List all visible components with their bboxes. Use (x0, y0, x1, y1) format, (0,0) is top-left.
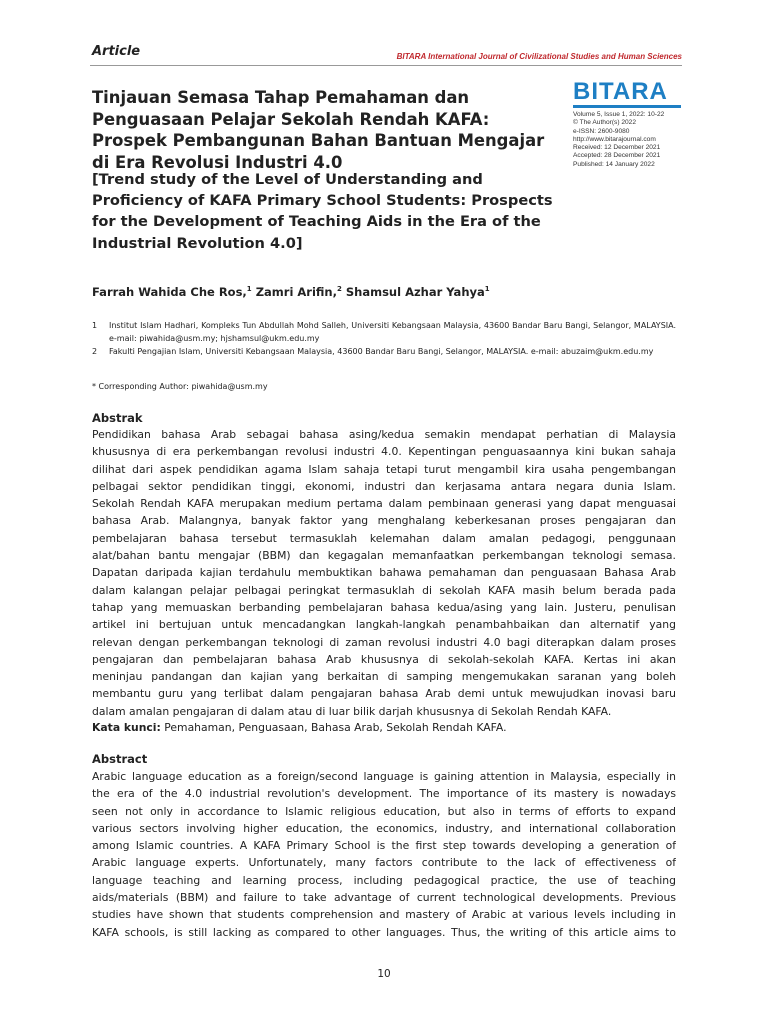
affiliation-number: 1 (92, 321, 98, 330)
abstrak-line: Dapatan daripada kajian terdahulu membuktikan bahawa pemahaman dan penguasaan Bahasa Arab (92, 566, 676, 580)
abstrak-line: artikel ini bertujuan untuk mencadangkan langkah-langkah penambahbaikan dan alternatif yang (92, 618, 676, 632)
abstrak-body (92, 426, 676, 720)
header-divider (90, 65, 682, 66)
author-list (92, 285, 692, 299)
title-english: [Trend study of the Level of Understanding and Proficiency of KAFA Primary School Students: Prospects for the Development of Teaching Aids in the Era of the Industrial Revolution 4.0] (92, 171, 553, 252)
abstract-line: among Islamic countries. A KAFA Primary School is the first step towards developing a generation of (92, 839, 676, 853)
abstrak-line: pelbagai sektor pendidikan tinggi, ekonomi, industri dan kerjasama antara negara dunia Islam. (92, 479, 676, 493)
abstrak-line: Pendidikan bahasa Arab sebagai bahasa asing/kedua semakin mendapat perhatian di Malaysia (92, 428, 676, 441)
affiliation-number: 2 (92, 347, 98, 356)
abstrak-line: pembelajaran bahasa tersebut termasuklah kelemahan dalam amalan pedagogi, penggunaan (92, 531, 676, 545)
abstract-line: seen not only in accordance to Islamic religious education, but also in terms of efforts to expand (92, 804, 676, 818)
abstrak-line: bahasa Arab. Malangnya, banyak faktor yang menghalang keberkesanan proses pengajaran dan (92, 514, 676, 528)
abstract-line: Arabic language education as a foreign/second language is gaining attention in Malaysia, especially in (92, 770, 676, 783)
journal-name: BITARA International Journal of Civilizational Studies and Human Sciences (396, 52, 682, 61)
abstrak-line: Sekolah Rendah KAFA merupakan medium pertama dalam pembinaan generasi yang dapat menguasai (92, 497, 676, 511)
affiliation-item (92, 346, 676, 359)
page-number: 10 (377, 968, 391, 980)
author-affiliation-mark: 2 (336, 285, 342, 293)
abstrak-line: khususnya di era perkembangan revolusi industri 4.0. Kepentingan penguasaannya kini bukan sahaja (92, 445, 676, 459)
abstrak-line: dilihat dari aspek pendidikan agama Islam sahaja tetapi turut mengambil kira usaha pengembangan (92, 462, 676, 476)
abstract-line: aids/materials (BBM) and failure to take advantage of current technological developments. Previous (92, 891, 676, 905)
bitara-logo: BITARA (573, 78, 668, 105)
article-type-label: Article (92, 44, 141, 59)
corresponding-author: * Corresponding Author: piwahida@usm.my (92, 382, 268, 391)
bitara-logo-underline (573, 105, 681, 108)
affiliation-text: Fakulti Pengajian Islam, Universiti Kebangsaan Malaysia, 43600 Bandar Baru Bangi, Selangor, MALAYSIA. e-mail: abuzaim@ukm.edu.my (109, 347, 654, 356)
abstract-line: various sectors involving higher education, the economics, industry, and international collaboration (92, 821, 676, 835)
abstract-line: language teaching and learning process, including pedagogical practice, the use of teaching (92, 873, 676, 887)
journal-url[interactable]: http://www.bitarajournal.com (573, 135, 656, 143)
affiliation-item (92, 320, 676, 346)
title-malay: Tinjauan Semasa Tahap Pemahaman dan Penguasaan Pelajar Sekolah Rendah KAFA: Prospek Pembangunan Bahan Bantuan Mengajar di Era Revolusi Industri 4.0 (92, 88, 545, 172)
publication-info (573, 111, 683, 169)
abstrak-line: dalam kalangan pelajar pelbagai peringkat termasuklah di sekolah KAFA masih belum berada pada (92, 583, 676, 597)
author-name: Zamri Arifin, (255, 285, 337, 299)
accepted-date: Accepted: 28 December 2021 (573, 152, 661, 160)
abstrak-line: pengajaran dan pembelajaran bahasa Arab khususnya di sekolah-sekolah KAFA. Kertas ini akan (92, 652, 676, 666)
abstract-line: the era of the 4.0 industrial revolution's development. The importance of its mastery is nowadays (92, 787, 676, 801)
abstrak-line: dalam amalan pengajaran di dalam atau di luar bilik darjah khususnya di Sekolah Rendah KAFA. (92, 704, 612, 718)
author-affiliation-mark: 1 (246, 285, 252, 293)
published-date: Published: 14 January 2022 (573, 160, 655, 168)
abstract-body (92, 768, 676, 941)
author-name: Farrah Wahida Che Ros, (92, 285, 247, 299)
author-affiliation-mark: 1 (484, 285, 490, 293)
abstrak-line: membantu guru yang terlibat dalam pengajaran bahasa Arab demi untuk mewujudkan inovasi baru (92, 687, 676, 701)
abstract-line: Arabic language experts. Unfortunately, many factors contribute to the lack of effectiveness of (92, 856, 676, 870)
received-date: Received: 12 December 2021 (573, 144, 661, 152)
copyright-info: © The Author(s) 2022 (573, 119, 637, 127)
abstract-line: studies have shown that students comprehension and mastery of Arabic at various levels including in (92, 908, 676, 922)
keywords-value: Pemahaman, Penguasaan, Bahasa Arab, Sekolah Rendah KAFA. (164, 721, 507, 734)
abstrak-heading: Abstrak (92, 411, 143, 425)
keywords-label: Kata kunci: (92, 721, 161, 734)
volume-info: Volume 5, Issue 1, 2022: 10-22 (573, 111, 665, 118)
abstract-heading: Abstract (92, 752, 148, 766)
abstrak-line: meninjau pandangan dan kajian yang berkaitan di samping mengemukakan saranan yang boleh (92, 670, 676, 684)
keywords-malay (92, 719, 676, 736)
abstrak-line: tahap yang memuaskan berbanding pembelajaran bahasa kedua/asing yang lain. Justeru, penulisan (92, 600, 676, 614)
abstrak-line: alat/bahan bantu mengajar (BBM) dan kegagalan memanfaatkan perkembangan teknologi semasa. (92, 549, 676, 563)
author-name: Shamsul Azhar Yahya (345, 285, 485, 299)
abstrak-line: relevan dengan perkembangan teknologi di zaman revolusi industri 4.0 bagi diterapkan dalam proses (92, 635, 676, 649)
affiliation-text: Institut Islam Hadhari, Kompleks Tun Abdullah Mohd Salleh, Universiti Kebangsaan Malaysia, 43600 Bandar Baru Bangi, Selangor, MALAYSIA. e-mail: piwahida@usm.my; hjshamsul@ukm.edu.my (109, 321, 676, 343)
eissn-info: e-ISSN: 2600-9080 (573, 127, 630, 135)
journal-brand-block (573, 80, 683, 169)
abstract-line: KAFA schools, is still lacking as compared to other languages. Thus, the writing of this article aims to (92, 925, 676, 939)
